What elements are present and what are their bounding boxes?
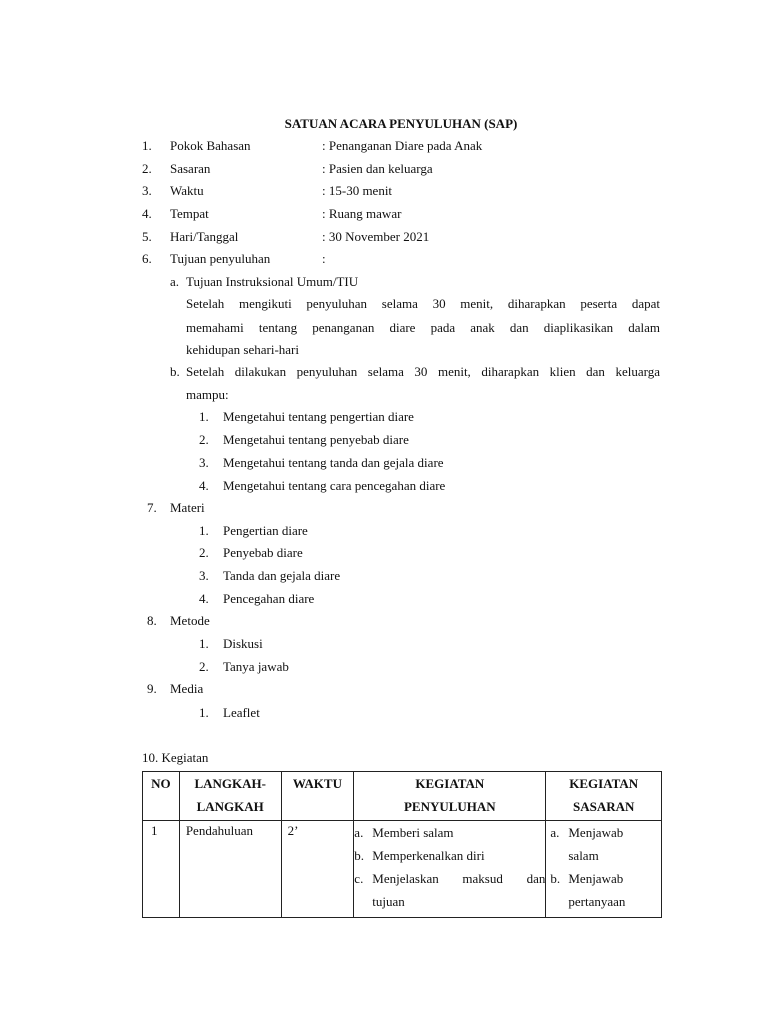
table-row: [143, 821, 662, 918]
sub-mark: a.: [170, 274, 180, 289]
cell-text: 1: [151, 823, 158, 838]
cell-kegiatan-penyuluhan: [354, 821, 546, 918]
materi-number: 3.: [199, 568, 209, 583]
list-item: [354, 844, 545, 867]
item-number: 4.: [142, 206, 152, 221]
goal-number: 2.: [199, 432, 209, 447]
item-value: : Penanganan Diare pada Anak: [322, 138, 483, 153]
item-label: Metode: [170, 613, 210, 628]
metode-number: 1.: [199, 636, 209, 651]
materi-number: 1.: [199, 523, 209, 538]
item-number: 3.: [142, 183, 152, 198]
item-number: 2.: [142, 161, 152, 176]
item-label: Waktu: [170, 183, 204, 198]
item-value: : 30 November 2021: [322, 229, 430, 244]
list-text: Menjawab: [568, 871, 624, 886]
item-number: 1.: [142, 138, 152, 153]
sasaran-list: [546, 821, 661, 913]
goal-number: 1.: [199, 409, 209, 424]
item-label: Sasaran: [170, 161, 211, 176]
header-text: KEGIATAN: [569, 776, 639, 791]
header-text: LANGKAH-: [194, 776, 266, 791]
goal-text: Mengetahui tentang tanda dan gejala diare: [223, 455, 444, 470]
header-no: [143, 772, 180, 821]
list-text: salam: [568, 848, 599, 863]
header-text: WAKTU: [292, 776, 342, 791]
goal-text: Mengetahui tentang cara pencegahan diare: [223, 478, 446, 493]
metode-text: Diskusi: [223, 636, 263, 651]
penyuluhan-list: [354, 821, 545, 917]
item-value: : Ruang mawar: [322, 206, 402, 221]
materi-text: Pengertian diare: [223, 523, 308, 538]
tiu-line: memahami tentang penanganan diare pada anak dan diaplikasikan dalam: [186, 320, 660, 335]
media-text: Leaflet: [223, 705, 260, 720]
list-mark: c.: [354, 871, 364, 886]
media-number: 1.: [199, 705, 209, 720]
list-text: tujuan: [372, 894, 405, 909]
cell-no: [143, 821, 180, 918]
item-label: Tujuan penyuluhan: [170, 251, 271, 266]
cell-waktu: [281, 821, 354, 918]
list-text: Menjawab: [568, 825, 624, 840]
list-mark: a.: [550, 825, 560, 840]
materi-text: Penyebab diare: [223, 545, 303, 560]
metode-text: Tanya jawab: [223, 659, 289, 674]
item-number: 6.: [142, 251, 152, 266]
cell-text: Pendahuluan: [185, 823, 253, 838]
list-item: [550, 867, 661, 913]
header-text: NO: [151, 776, 171, 791]
list-text: Menjelaskan maksud dan: [372, 871, 546, 886]
item-label: Materi: [170, 500, 205, 515]
list-text: Memberi salam: [372, 825, 454, 840]
header-text: KEGIATAN: [415, 776, 485, 791]
item-number: 7.: [147, 500, 157, 515]
list-item: [354, 821, 545, 844]
item-label: Pokok Bahasan: [170, 138, 251, 153]
tiu-line: Setelah mengikuti penyuluhan selama 30 menit, diharapkan peserta dapat: [186, 296, 660, 311]
cell-kegiatan-sasaran: [546, 821, 662, 918]
goal-text: Mengetahui tentang pengertian diare: [223, 409, 414, 424]
header-text: LANGKAH: [196, 799, 264, 814]
tiu-title: Tujuan Instruksional Umum/TIU: [186, 274, 359, 289]
item-number: 8.: [147, 613, 157, 628]
tik-line: Setelah dilakukan penyuluhan selama 30 menit, diharapkan klien dan keluarga: [186, 364, 660, 379]
list-mark: a.: [354, 825, 364, 840]
materi-number: 2.: [199, 545, 209, 560]
kegiatan-heading: 10. Kegiatan: [142, 750, 209, 765]
header-text: PENYULUHAN: [403, 799, 496, 814]
document-title: SATUAN ACARA PENYULUHAN (SAP): [284, 116, 518, 131]
item-number: 5.: [142, 229, 152, 244]
list-mark: b.: [354, 848, 365, 863]
item-label: Hari/Tanggal: [170, 229, 239, 244]
item-label: Media: [170, 681, 204, 696]
list-text: Memperkenalkan diri: [372, 848, 485, 863]
header-kegiatan-sasaran: [546, 772, 662, 821]
item-value: : Pasien dan keluarga: [322, 161, 433, 176]
materi-text: Pencegahan diare: [223, 591, 315, 606]
materi-text: Tanda dan gejala diare: [223, 568, 341, 583]
cell-langkah: [179, 821, 281, 918]
header-kegiatan-penyuluhan: [354, 772, 546, 821]
header-waktu: [281, 772, 354, 821]
list-item: [550, 821, 661, 867]
item-number: 9.: [147, 681, 157, 696]
item-value: :: [322, 251, 326, 266]
list-item: [354, 867, 545, 913]
item-label: Tempat: [170, 206, 209, 221]
goal-number: 3.: [199, 455, 209, 470]
list-text: pertanyaan: [568, 894, 626, 909]
sub-mark: b.: [170, 364, 180, 379]
metode-number: 2.: [199, 659, 209, 674]
tiu-line: kehidupan sehari-hari: [186, 342, 299, 357]
item-value: : 15-30 menit: [322, 183, 393, 198]
kegiatan-table: [142, 771, 662, 918]
tik-line: mampu:: [186, 387, 229, 402]
materi-number: 4.: [199, 591, 209, 606]
goal-text: Mengetahui tentang penyebab diare: [223, 432, 409, 447]
table-header-row: [143, 772, 662, 821]
list-mark: b.: [550, 871, 561, 886]
cell-text: 2’: [287, 823, 299, 838]
header-text: SASARAN: [572, 799, 635, 814]
goal-number: 4.: [199, 478, 209, 493]
header-langkah: [179, 772, 281, 821]
